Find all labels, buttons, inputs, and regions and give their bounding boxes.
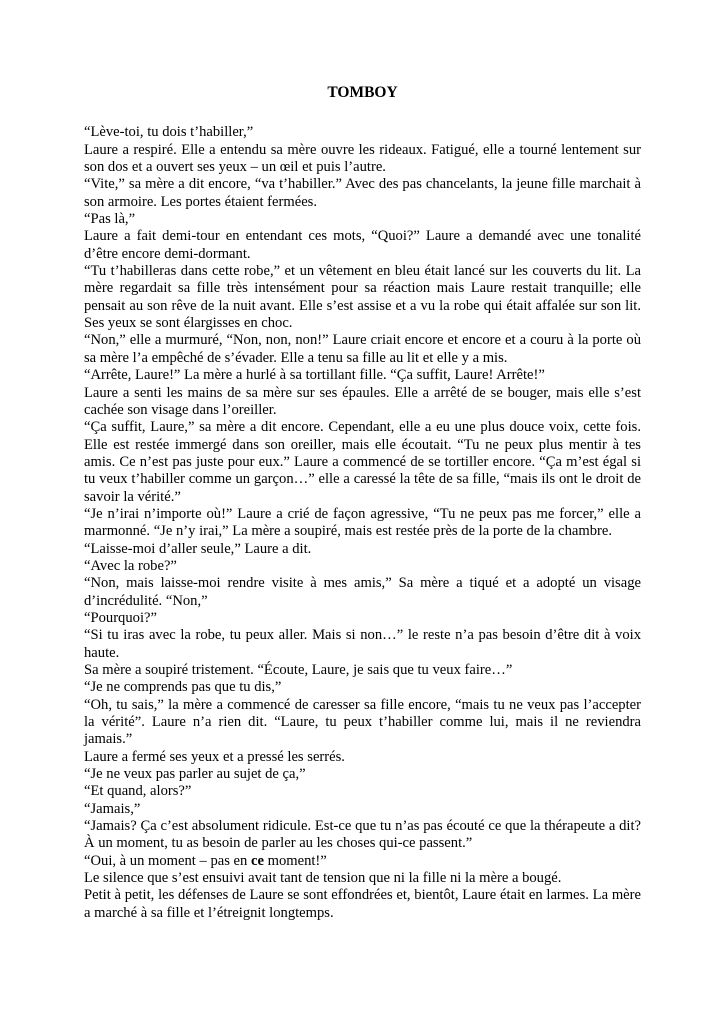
paragraph: “Lève-toi, tu dois t’habiller,”: [84, 124, 254, 141]
paragraph: “Non, mais laisse-moi rendre visite à mes amis,” Sa mère a tiqué et a adopté un visage d’incrédulité. “Non,”: [84, 575, 641, 609]
paragraph: “Et quand, alors?”: [84, 783, 192, 800]
paragraph: “Je ne comprends pas que tu dis,”: [84, 679, 282, 696]
paragraph: Petit à petit, les défenses de Laure se sont effondrées et, bientôt, Laure était en larmes. La mère a marché à sa fille et l’étreignit longtemps.: [84, 887, 641, 921]
paragraph: “Tu t’habilleras dans cette robe,” et un vêtement en bleu était lancé sur les couverts du lit. La mère regardait sa fille très intensément pour sa réaction mais Laure restait tranquille; elle pensait au son rêve de la nuit avant. Elle s’est assise et a vu la robe qui était affalée sur son lit. Ses yeux se sont élargisses en choc.: [84, 263, 641, 332]
paragraph: Laure a respiré. Elle a entendu sa mère ouvre les rideaux. Fatigué, elle a tourné lentement sur son dos et a ouvert ses yeux – un œil et puis l’autre.: [84, 141, 641, 176]
paragraph: Laure a fait demi-tour en entendant ces mots, “Quoi?” Laure a demandé avec une tonalité d’être encore demi-dormant.: [84, 228, 641, 262]
paragraph: Le silence que s’est ensuivi avait tant de tension que ni la fille ni la mère a bougé.: [84, 870, 562, 887]
paragraph-text: “Oui, à un moment – pas en: [84, 852, 251, 869]
paragraph: “Oh, tu sais,” la mère a commencé de caresser sa fille encore, “mais tu ne veux pas l’accepter la vérité”. Laure n’a rien dit. “Laure, tu peux t’habiller comme lui, mais il ne reviendra jamais.”: [84, 696, 641, 748]
paragraph: “Je n’irai n’importe où!” Laure a crié de façon agressive, “Tu ne peux pas me forcer,” elle a marmonné. “Je n’y irai,” La mère a soupiré, mais est restée près de la porte de la chambre.: [84, 505, 641, 540]
emphasized-word: ce: [250, 852, 264, 869]
paragraph: “Vite,” sa mère a dit encore, “va t’habiller.” Avec des pas chancelants, la jeune fille marchait à son armoire. Les portes étaient fermées.: [84, 176, 641, 210]
paragraph: “Pourquoi?”: [84, 609, 157, 626]
paragraph: “Je ne veux pas parler au sujet de ça,”: [84, 766, 306, 783]
paragraph: Sa mère a soupiré tristement. “Écoute, Laure, je sais que tu veux faire…”: [84, 662, 513, 678]
paragraph: “Laisse-moi d’aller seule,” Laure a dit.: [84, 540, 312, 557]
paragraph: Laure a senti les mains de sa mère sur ses épaules. Elle a arrêté de se bouger, mais elle s’est cachée son visage dans l’oreiller.: [84, 384, 641, 418]
paragraph: Laure a fermé ses yeux et a pressé les serrés.: [84, 748, 345, 765]
paragraph: “Jamais? Ça c’est absolument ridicule. Est-ce que tu n’as pas écouté ce que la thérapeute a dit? À un moment, tu as besoin de parler au les choses qui-ce passent.”: [84, 818, 641, 852]
paragraph: “Non,” elle a murmuré, “Non, non, non!” Laure criait encore et encore et a couru à la porte où sa mère l’a empêché de s’évader. Elle a tenu sa fille au lit et elle y a mis.: [84, 332, 641, 366]
paragraph: “Arrête, Laure!” La mère a hurlé à sa tortillant fille. “Ça suffit, Laure! Arrête!”: [84, 367, 545, 384]
paragraph: “Si tu iras avec la robe, tu peux aller. Mais si non…” le reste n’a pas besoin d’être dit à voix haute.: [84, 627, 641, 661]
paragraph: “Ça suffit, Laure,” sa mère a dit encore. Cependant, elle a eu une plus douce voix, cette fois. Elle est restée immergé dans son oreiller, mais elle écoutait. “Tu ne peux plus mentir à tes amis. Ce n’est pas juste pour eux.” Laure a commencé de se tortiller encore. “Ça m’est égal si tu veux t’habiller comme un garçon…” elle a caressé la tête de sa fille, “mais ils ont le droit de savoir la vérité.”: [84, 419, 641, 505]
page-title: TOMBOY: [327, 84, 398, 101]
paragraph: “Jamais,”: [84, 800, 141, 817]
paragraph: “Avec la robe?”: [84, 557, 177, 574]
paragraph-emphasis: [84, 853, 641, 870]
paragraph-text: moment!”: [263, 852, 327, 869]
paragraph: “Pas là,”: [84, 211, 136, 228]
